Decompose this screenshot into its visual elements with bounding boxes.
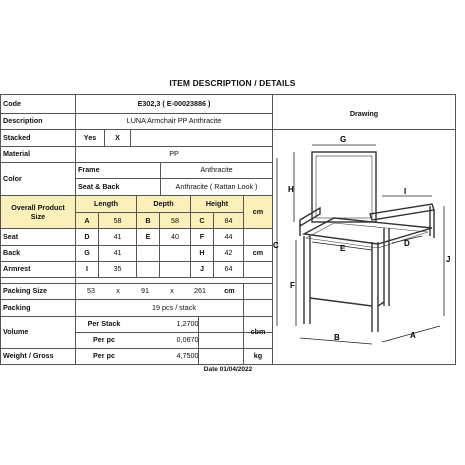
code-value: E302,3 ( E-00023886 ) <box>137 98 211 108</box>
dim-label-e: E <box>340 244 346 253</box>
weight-per-pc-label: Per pc <box>93 351 115 361</box>
dim-label-b: B <box>334 333 340 342</box>
dim-d-value: 41 <box>113 231 122 241</box>
frame-value: Anthracite <box>200 165 233 175</box>
weight-value: 4,7500 <box>176 351 199 361</box>
dim-f-label: F <box>199 231 205 241</box>
material-value: PP <box>169 149 179 159</box>
weight-unit: kg <box>253 351 263 361</box>
stacked-yes: Yes <box>83 132 97 142</box>
description-label: Description <box>3 116 43 126</box>
dim-a-label: A <box>76 213 98 228</box>
dim-h-label: H <box>199 248 205 258</box>
height-header: Height <box>191 196 243 212</box>
armrest-label: Armrest <box>3 264 31 274</box>
overall-unit: cm <box>244 196 272 228</box>
stacked-checkmark: X <box>115 132 120 142</box>
dim-c-label: C <box>191 213 213 228</box>
depth-header: Depth <box>137 196 190 212</box>
weight-label: Weight / Gross <box>3 351 54 361</box>
footer-date: Date 01/04/2022 <box>203 366 253 373</box>
packing-size-unit: cm <box>224 286 235 296</box>
dim-j-label: J <box>200 264 204 274</box>
seat-back-unit: cm <box>252 248 264 258</box>
description-value: LUNA Armchair PP Anthracite <box>126 116 222 126</box>
packing-size-v1: 53 <box>87 286 95 296</box>
dim-b-label: B <box>137 213 159 228</box>
packing-size-v2: 91 <box>141 286 149 296</box>
length-header: Length <box>76 196 136 212</box>
dim-label-c: C <box>273 241 279 250</box>
volume-per-stack-value: 1,2700 <box>176 319 199 329</box>
volume-unit: cbm <box>250 327 266 337</box>
seat-back-value: Anthracite ( Rattan Look ) <box>175 181 258 191</box>
dim-label-f: F <box>290 281 295 290</box>
dim-h-value: 42 <box>224 248 233 258</box>
packing-size-x1: x <box>116 286 120 296</box>
packing-size-label: Packing Size <box>3 286 47 296</box>
dim-j-value: 64 <box>224 264 233 274</box>
dim-g-label: G <box>84 248 90 258</box>
frame-label: Frame <box>78 165 100 175</box>
dim-e-value: 40 <box>171 231 179 241</box>
code-label: Code <box>3 98 21 108</box>
dim-c-value: 84 <box>214 213 243 228</box>
seat-label: Seat <box>3 231 19 241</box>
overall-size-line2: Size <box>30 212 46 221</box>
packing-label: Packing <box>3 302 31 312</box>
dim-e-label: E <box>145 231 151 241</box>
dim-a-value: 58 <box>99 213 136 228</box>
dim-label-d: D <box>404 239 410 248</box>
volume-per-pc-label: Per pc <box>93 335 115 345</box>
dim-label-h: H <box>288 185 294 194</box>
dim-label-j: J <box>446 255 451 264</box>
dim-i-value: 35 <box>113 264 122 274</box>
volume-per-pc-value: 0,0670 <box>176 335 199 345</box>
volume-label: Volume <box>3 327 29 337</box>
color-label: Color <box>3 173 22 183</box>
dim-i-label: I <box>86 264 88 274</box>
dim-label-a: A <box>410 331 416 340</box>
stacked-label: Stacked <box>3 132 31 142</box>
back-label: Back <box>3 248 21 258</box>
material-label: Material <box>3 149 31 159</box>
overall-size-line1: Overall Product <box>11 202 65 212</box>
chair-drawing <box>272 130 456 345</box>
dim-g-value: 41 <box>113 248 122 258</box>
volume-per-stack-label: Per Stack <box>87 319 121 329</box>
page-title: ITEM DESCRIPTION / DETAILS <box>169 78 296 88</box>
packing-value: 19 pcs / stack <box>152 302 196 312</box>
dim-f-value: 44 <box>224 231 233 241</box>
dim-label-i: I <box>404 187 407 196</box>
packing-size-x2: x <box>170 286 174 296</box>
drawing-title: Drawing <box>349 109 379 118</box>
dim-label-g: G <box>340 135 347 144</box>
dim-b-value: 58 <box>160 213 190 228</box>
overall-size-label <box>1 196 75 228</box>
seat-back-label: Seat & Back <box>78 181 120 191</box>
packing-size-v3: 261 <box>194 286 206 296</box>
dim-d-label: D <box>84 231 90 241</box>
